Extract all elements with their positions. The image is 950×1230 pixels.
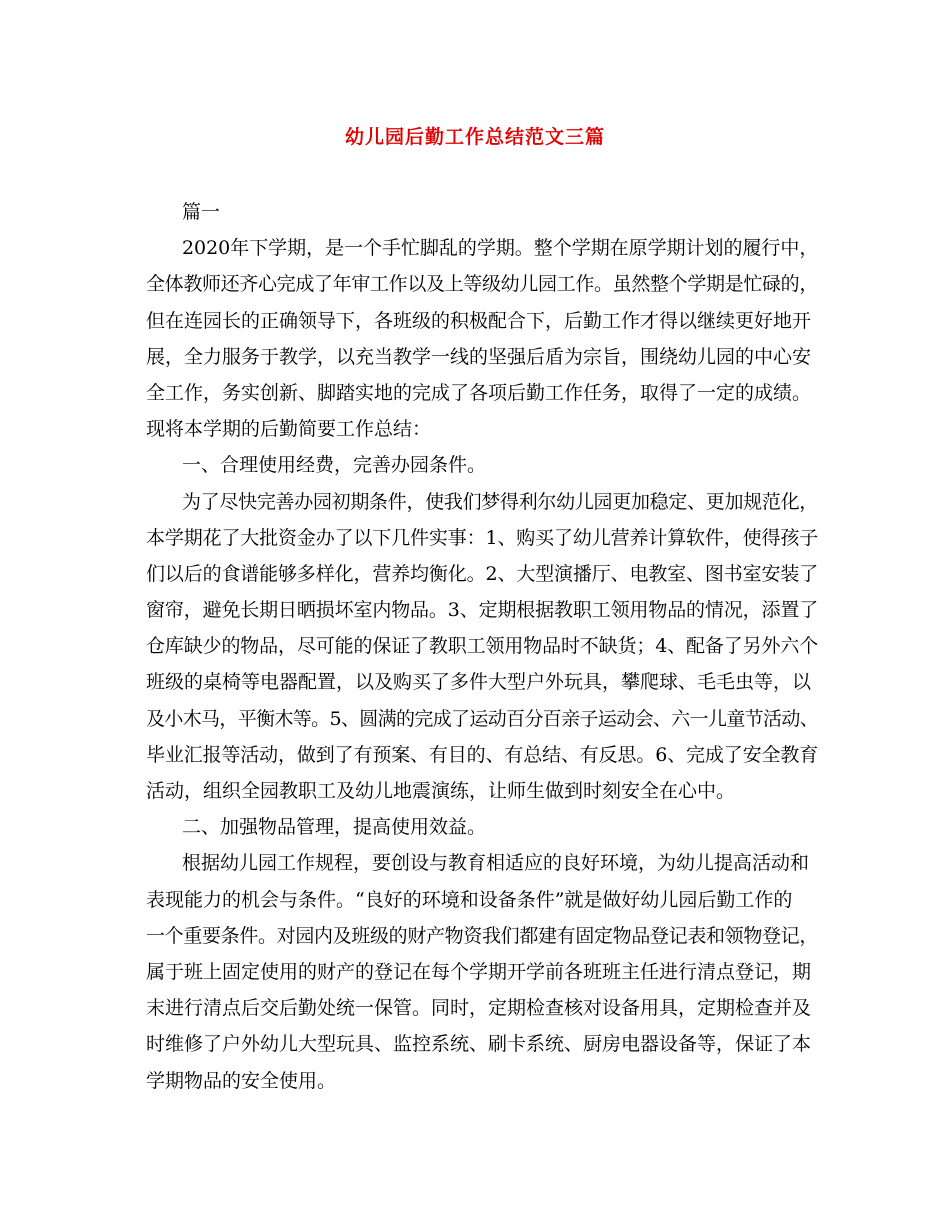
body-line: 学期物品的安全使用。 bbox=[146, 1069, 337, 1092]
body-line: 表现能力的机会与条件。“良好的环境和设备条件”就是做好幼儿园后勤工作的 bbox=[146, 888, 793, 911]
body-line: 班级的桌椅等电器配置，以及购买了多件大型户外玩具，攀爬球、毛毛虫等，以 bbox=[146, 671, 812, 694]
body-line: 篇一 bbox=[182, 201, 221, 223]
body-line: 二、加强物品管理，提高使用效益。 bbox=[182, 816, 487, 839]
body-line: 窗帘，避免长期日晒损坏室内物品。3、定期根据教职工领用物品的情况，添置了 bbox=[146, 599, 819, 622]
body-line: 毕业汇报等活动，做到了有预案、有目的、有总结、有反思。6、完成了安全教育 bbox=[146, 743, 819, 766]
body-line: 根据幼儿园工作规程，要创设与教育相适应的良好环境，为幼儿提高活动和 bbox=[182, 852, 810, 875]
body-line: 全体教师还齐心完成了年审工作以及上等级幼儿园工作。虽然整个学期是忙碌的， bbox=[146, 273, 819, 296]
body-line: 属于班上固定使用的财产的登记在每个学期开学前各班班主任进行清点登记，期 bbox=[146, 960, 812, 983]
document-title: 幼儿园后勤工作总结范文三篇 bbox=[344, 126, 605, 148]
body-line: 2020年下学期，是一个手忙脚乱的学期。整个学期在原学期计划的履行中， bbox=[182, 237, 819, 260]
body-line: 及小木马，平衡木等。5、圆满的完成了运动百分百亲子运动会、六一儿童节活动、 bbox=[146, 707, 819, 730]
body-line: 仓库缺少的物品，尽可能的保证了教职工领用物品时不缺货；4、配备了另外六个 bbox=[146, 635, 819, 658]
body-line: 现将本学期的后勤简要工作总结： bbox=[146, 418, 432, 441]
body-line: 但在连园长的正确领导下，各班级的积极配合下，后勤工作才得以继续更好地开 bbox=[146, 309, 812, 332]
document-body bbox=[146, 194, 819, 1099]
body-line: 全工作，务实创新、脚踏实地的完成了各项后勤工作任务，取得了一定的成绩。 bbox=[146, 381, 812, 404]
body-line: 时维修了户外幼儿大型玩具、监控系统、刷卡系统、厨房电器设备等，保证了本 bbox=[146, 1033, 812, 1056]
body-line: 一个重要条件。对园内及班级的财产物资我们都建有固定物品登记表和领物登记， bbox=[146, 924, 819, 947]
body-line: 活动，组织全园教职工及幼儿地震演练，让师生做到时刻安全在心中。 bbox=[146, 780, 736, 802]
body-line: 末进行清点后交后勤处统一保管。同时，定期检查核对设备用具，定期检查并及 bbox=[146, 997, 812, 1020]
body-line: 展，全力服务于教学，以充当教学一线的坚强后盾为宗旨，围绕幼儿园的中心安 bbox=[146, 345, 812, 368]
body-line: 们以后的食谱能够多样化，营养均衡化。2、大型演播厅、电教室、图书室安装了 bbox=[146, 562, 819, 585]
body-line: 一、合理使用经费，完善办园条件。 bbox=[182, 454, 487, 477]
body-line: 本学期花了大批资金办了以下几件实事：1、购买了幼儿营养计算软件，使得孩子 bbox=[146, 526, 819, 549]
body-line: 为了尽快完善办园初期条件，使我们梦得利尔幼儿园更加稳定、更加规范化， bbox=[182, 490, 819, 513]
